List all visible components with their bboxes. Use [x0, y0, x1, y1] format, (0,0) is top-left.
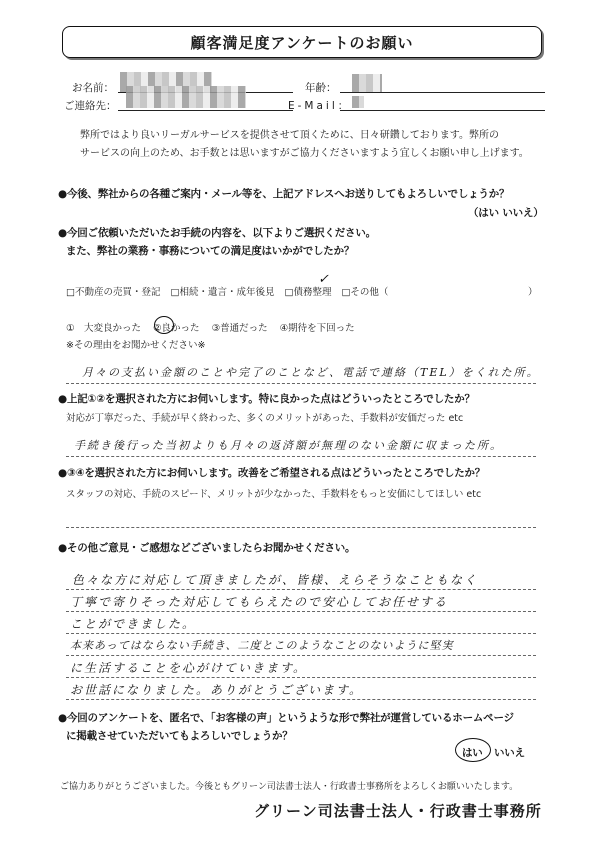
q1-text: ●今後、弊社からの各種ご案内・メール等を、上記アドレスへお送りしてもよろしいでしょうか？	[58, 188, 510, 200]
redacted-age	[352, 74, 382, 92]
q1-answer: （はい いいえ）	[468, 207, 544, 219]
yes-circle	[455, 738, 491, 762]
age-label: 年齢：	[305, 82, 337, 94]
option-real-estate: □不動産の売買・登記	[66, 287, 161, 298]
q6-line2: に掲載させていただいてもよろしいでしょうか？	[66, 730, 293, 742]
q2-line1: ●今回ご依頼いただいたお手続の内容を、以下よりご選択ください。	[58, 227, 376, 239]
option-other: □その他（	[341, 287, 389, 298]
q3-handwritten: 手続き後行った当初よりも月々の返済額が無理のない金額に収まった所。	[74, 439, 503, 452]
q5-hand-line3: ことができました。	[70, 617, 197, 631]
q5-hand-line2: 丁寧で寄りそった対応してもらえたので安心してお任せする	[70, 595, 449, 609]
q2-line2: また、弊社の業務・事務についての満足度はいかがでしたか？	[66, 245, 355, 257]
q2-options	[66, 284, 388, 298]
title-box	[62, 26, 542, 58]
checkmark-icon: ✓	[318, 272, 329, 287]
q5-text: ●その他ご意見・ご感想などございましたらお聞かせください。	[58, 542, 356, 554]
q2-handwritten: 月々の支払い金額のことや完了のことなど、電話で連絡（TEL）をくれた所。	[82, 366, 540, 379]
q5-hand-line6: お世話になりました。ありがとうございます。	[70, 683, 364, 697]
q3-examples: 対応が丁寧だった、手続が早く終わった、多くのメリットがあった、手数料が安価だった etc	[66, 413, 464, 424]
rating-3: ③普通だった	[211, 323, 268, 334]
contact-label: ご連絡先：	[64, 100, 117, 112]
q2-rating	[66, 320, 355, 334]
intro-text: 弊所ではより良いリーガルサービスを提供させて頂くために、日々研鑽しております。弊所の サービスの向上のため、お手数とは思いますがご協力くださいますよう宜しくお願い申し上げます。	[80, 130, 529, 159]
option-other-close: ）	[528, 287, 538, 298]
rating-2: ②良かった	[153, 323, 200, 334]
redacted-contact	[126, 86, 246, 108]
q6-line1: ●今回のアンケートを、匿名で、「お客様の声」というような形で弊社が運営しているホームページ	[58, 712, 514, 724]
q5-hand-line1: 色々な方に対応して頂きましたが、皆様、えらそうなこともなく	[72, 573, 479, 587]
selected-circle	[154, 316, 174, 334]
q4-text: ●③④を選択された方にお伺いします。改善をご希望される点はどういったところでしたか？	[58, 467, 486, 479]
option-inheritance: □相続・遺言・成年後見	[170, 287, 275, 298]
q5-hand-line4: 本来あってはならない手続き、二度とこのようなことのないように堅実	[70, 639, 454, 652]
name-label: お名前：	[72, 82, 114, 94]
email-label: E-Mail：	[288, 100, 352, 112]
redacted-email	[352, 96, 364, 108]
rating-4: ④期待を下回った	[279, 323, 355, 334]
q3-text: ●上記①②を選択された方にお伺いします。特に良かった点はどういったところでしたか？	[58, 393, 475, 405]
rating-1: ① 大変良かった	[66, 323, 142, 334]
firm-name: グリーン司法書士法人・行政書士事務所	[254, 802, 542, 820]
footer-note: ご協力ありがとうございました。今後ともグリーン司法書士法人・行政書士事務所をよろしくお願いいたします。	[60, 782, 519, 792]
q6-yes: はい	[462, 747, 483, 759]
q6-no: いいえ	[494, 747, 525, 759]
q4-examples: スタッフの対応、手続のスピード、メリットが少なかった、手数料をもっと安価にしてほしい etc	[66, 489, 482, 500]
option-debt: □債務整理	[284, 287, 332, 298]
page-title: 顧客満足度アンケートのお願い	[190, 33, 414, 52]
q2-reason-label: ※その理由をお聞かせください※	[66, 340, 206, 351]
q5-hand-line5: に生活することを心がけていきます。	[70, 661, 308, 675]
